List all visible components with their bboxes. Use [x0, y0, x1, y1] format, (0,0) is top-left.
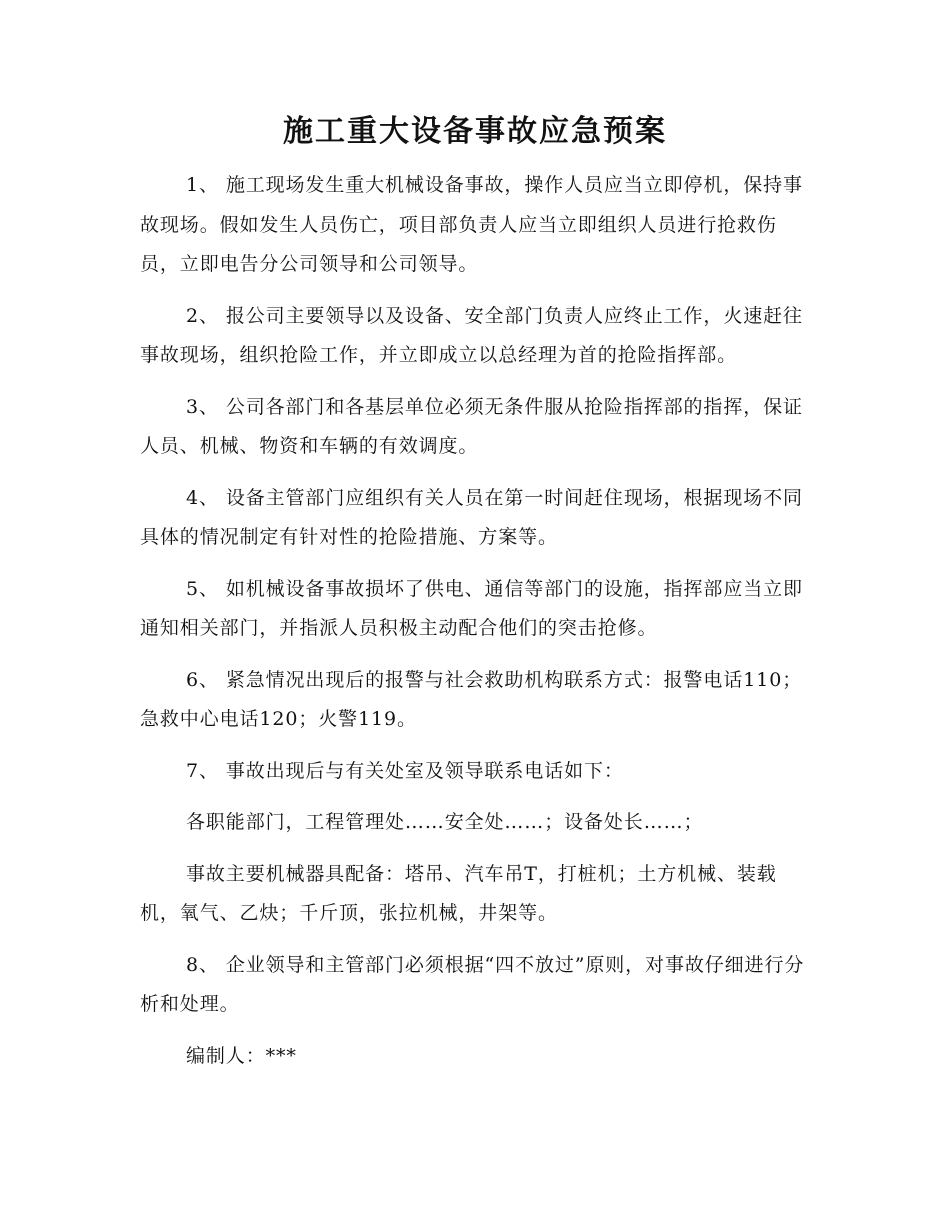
- paragraph-7: 7、 事故出现后与有关处室及领导联系电话如下：: [186, 759, 624, 782]
- document-title: 施工重大设备事故应急预案: [283, 114, 667, 149]
- paragraph-1: 1、 施工现场发生重大机械设备事故，操作人员应当立即停机，保持事故现场。假如发生人员伤亡，项目部负责人应当立即组织人员进行抢救伤员，立即电告分公司领导和公司领导。: [140, 174, 803, 275]
- paragraph-2: 2、 报公司主要领导以及设备、安全部门负责人应终止工作，火速赶往事故现场，组织抢险工作，并立即成立以总经理为首的抢险指挥部。: [140, 304, 803, 366]
- author-line: 编制人：***: [186, 1044, 297, 1067]
- paragraph-8: 8、 企业领导和主管部门必须根据“四不放过”原则，对事故仔细进行分析和处理。: [140, 953, 805, 1015]
- document-body: [140, 166, 812, 1088]
- paragraph-3: 3、 公司各部门和各基层单位必须无条件服从抢险指挥部的指挥，保证人员、机械、物资和车辆的有效调度。: [140, 395, 803, 457]
- paragraph-contacts: 各职能部门，工程管理处……安全处……；设备处长……；: [186, 811, 704, 833]
- paragraph-5: 5、 如机械设备事故损坏了供电、通信等部门的设施，指挥部应当立即通知相关部门，并指派人员积极主动配合他们的突击抢修。: [140, 577, 803, 639]
- paragraph-4: 4、 设备主管部门应组织有关人员在第一时间赶住现场，根据现场不同具体的情况制定有针对性的抢险措施、方案等。: [140, 486, 803, 548]
- paragraph-6: 6、 紧急情况出现后的报警与社会救助机构联系方式：报警电话110；急救中心电话120；火警119。: [140, 668, 803, 730]
- paragraph-equipment: 事故主要机械器具配备：塔吊、汽车吊T，打桩机；土方机械、装载机，氧气、乙炔；千斤顶，张拉机械，井架等。: [140, 862, 777, 924]
